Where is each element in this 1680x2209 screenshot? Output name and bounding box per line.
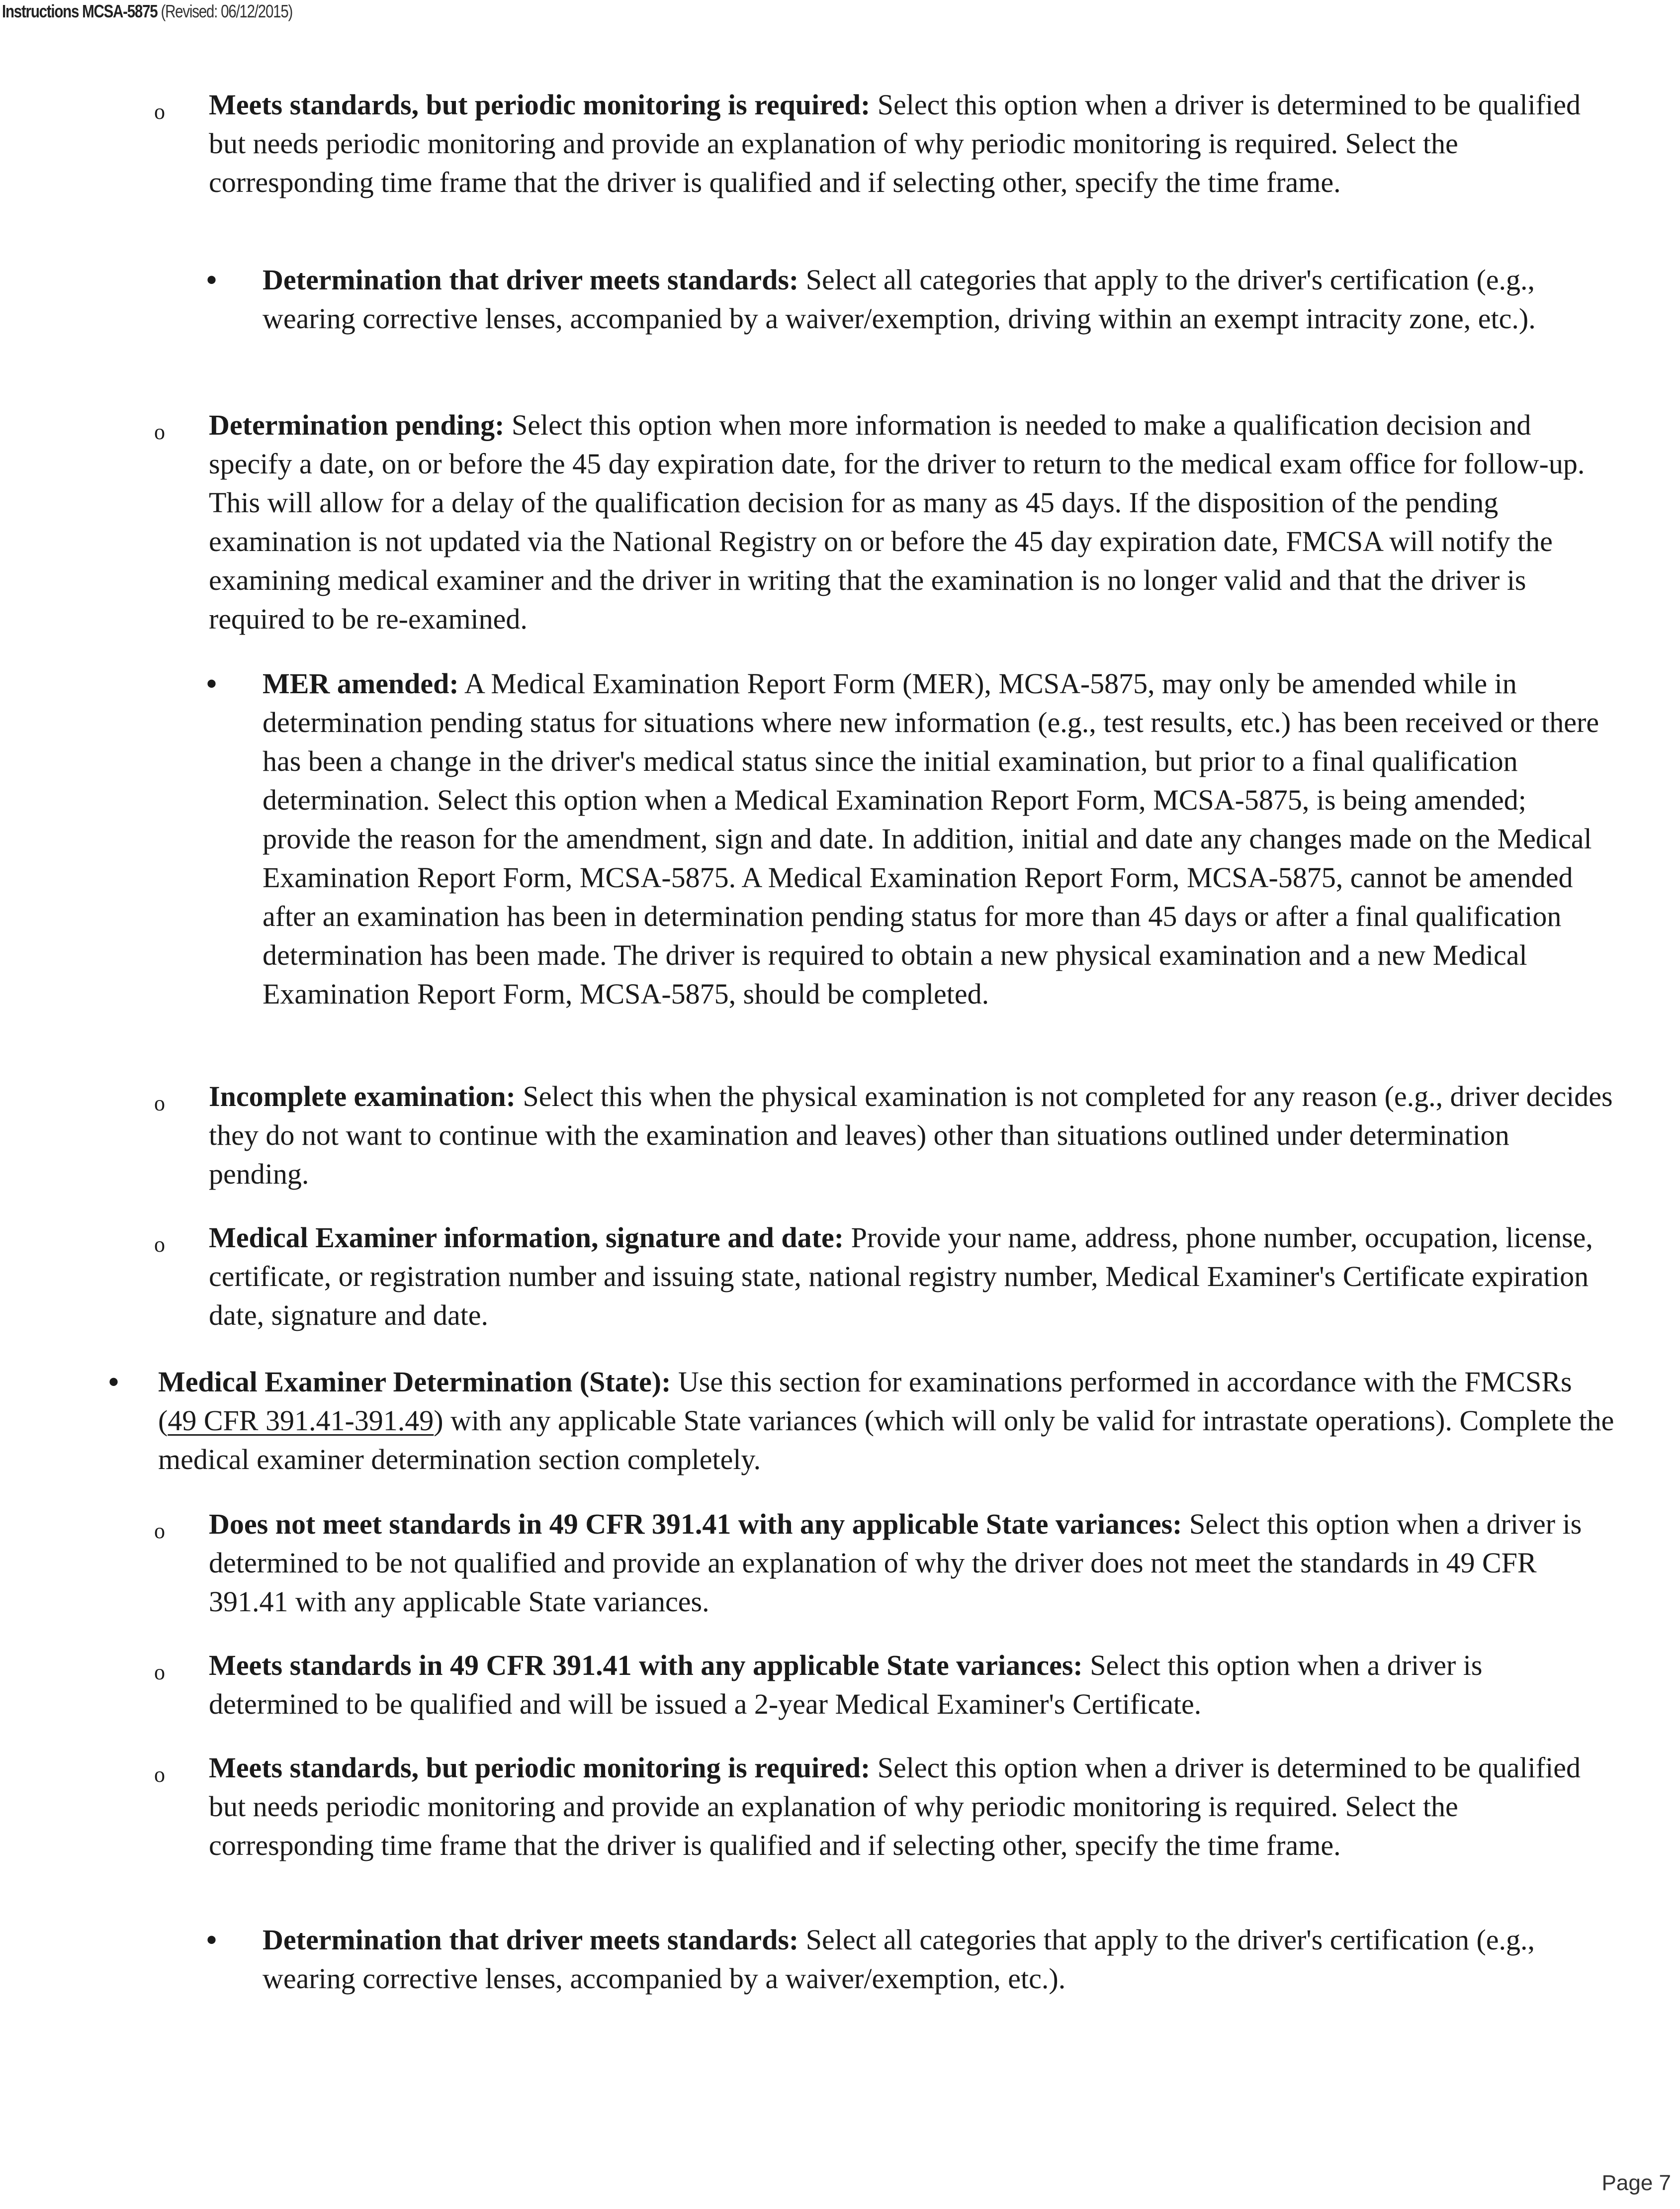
item-label: Medical Examiner information, signature and date: — [209, 1221, 844, 1254]
item-label: Meets standards, but periodic monitoring is required: — [209, 89, 871, 121]
item-text: Select all categories that apply to the driver's certification (e.g., wearing corrective lenses, accompanied by a waiver/exemption, driving within an exempt intracity zone, etc.). — [263, 264, 1536, 335]
circle-bullet-icon: o — [154, 1762, 165, 1787]
item-label: Meets standards in 49 CFR 391.41 with any applicable State variances: — [209, 1649, 1083, 1681]
item-text: Use this section for examinations performed in accordance with the FMCSRs ( — [158, 1366, 1572, 1437]
list-item-medical-examiner-information — [209, 1218, 1616, 1335]
item-text: A Medical Examination Report Form (MER), MCSA-5875, may only be amended while in determination pending status for situations where new information (e.g., test results, etc.) has been received or there has been a change in the driver's medical status since the initial examination, but prior to a final qualification determination. Select this option when a Medical Examination Report Form, MCSA-5875, is being amended; provide the reason for the amendment, sign and date. In addition, initial and date any changes made on the Medical Examination Report Form, MCSA-5875. A Medical Examination Report Form, MCSA-5875, cannot be amended after an examination has been in determination pending status for more than 45 days or after a final qualification determination has been made. The driver is required to obtain a new physical examination and a new Medical Examination Report Form, MCSA-5875, should be completed. — [263, 667, 1599, 1010]
header-title: Instructions MCSA-5875 — [2, 1, 158, 21]
header-revised-date: (Revised: 06/12/2015) — [161, 1, 293, 21]
item-label: Determination pending: — [209, 409, 505, 441]
list-item-medical-examiner-determination-state — [158, 1363, 1615, 1479]
item-text: Provide your name, address, phone number, occupation, license, certificate, or registration number and issuing state, national registry number, Medical Examiner's Certificate expiration date, signature and date. — [209, 1221, 1593, 1331]
circle-bullet-icon: o — [154, 1091, 165, 1115]
list-item-meets-standards-state — [209, 1646, 1616, 1724]
item-label: Does not meet standards in 49 CFR 391.41 with any applicable State variances: — [209, 1508, 1182, 1540]
item-text: Select this option when a driver is determined to be qualified and will be issued a 2-year Medical Examiner's Certificate. — [209, 1649, 1483, 1720]
item-text: Select all categories that apply to the driver's certification (e.g., wearing corrective lenses, accompanied by a waiver/exemption, etc.). — [263, 1924, 1535, 1995]
page-number: Page 7 — [1601, 2171, 1671, 2195]
item-label: Meets standards, but periodic monitoring is required: — [209, 1751, 871, 1784]
list-item-determination-meets-standards-state — [263, 1921, 1555, 1998]
circle-bullet-icon: o — [154, 1232, 165, 1257]
list-item-determination-pending — [209, 406, 1611, 639]
list-item-meets-standards-periodic-state — [209, 1749, 1601, 1865]
item-text: Select this option when a driver is determined to be qualified but needs periodic monitoring and provide an explanation of why periodic monitoring is required. Select the corresponding time frame that the driver is qualified and if selecting other, specify the time frame. — [209, 1751, 1581, 1861]
list-item-does-not-meet-standards-state — [209, 1505, 1601, 1621]
document-header — [2, 1, 292, 22]
item-text: ) with any applicable State variances (which will only be valid for intrastate operations). Complete the medical examiner determination section completely. — [158, 1404, 1614, 1475]
circle-bullet-icon: o — [154, 1660, 165, 1684]
circle-bullet-icon: o — [154, 99, 165, 124]
bullet-dot-icon: • — [206, 1924, 217, 1956]
item-text: Select this option when a driver is determined to be not qualified and provide an explanation of why the driver does not meet the standards in 49 CFR 391.41 with any applicable State variances. — [209, 1508, 1582, 1618]
item-label: MER amended: — [263, 667, 459, 700]
bullet-dot-icon: • — [206, 667, 217, 700]
item-text: Select this option when more information is needed to make a qualification decision and specify a date, on or before the 45 day expiration date, for the driver to return to the medical exam office for follow-up. This will allow for a delay of the qualification decision for as many as 45 days. If the disposition of the pending examination is not updated via the National Registry on or before the 45 day expiration date, FMCSA will notify the examining medical examiner and the driver in writing that the examination is no longer valid and that the driver is required to be re-examined. — [209, 409, 1585, 635]
circle-bullet-icon: o — [154, 420, 165, 444]
cfr-link[interactable]: 49 CFR 391.41-391.49 — [168, 1404, 434, 1437]
item-label: Determination that driver meets standards: — [263, 264, 799, 296]
bullet-dot-icon: • — [206, 264, 217, 296]
circle-bullet-icon: o — [154, 1519, 165, 1543]
list-item-meets-standards-periodic — [209, 86, 1601, 202]
item-text: Select this option when a driver is determined to be qualified but needs periodic monitoring and provide an explanation of why periodic monitoring is required. Select the corresponding time frame that the driver is qualified and if selecting other, specify the time frame. — [209, 89, 1581, 198]
item-label: Medical Examiner Determination (State): — [158, 1366, 671, 1398]
list-item-determination-meets-standards — [263, 261, 1555, 338]
list-item-incomplete-examination — [209, 1077, 1616, 1194]
item-text: Select this when the physical examination is not completed for any reason (e.g., driver decides they do not want to continue with the examination and leaves) other than situations outlined under determination pending. — [209, 1080, 1613, 1190]
item-label: Determination that driver meets standards: — [263, 1924, 799, 1956]
list-item-mer-amended — [263, 664, 1620, 1013]
item-label: Incomplete examination: — [209, 1080, 516, 1112]
bullet-dot-icon: • — [108, 1366, 119, 1398]
